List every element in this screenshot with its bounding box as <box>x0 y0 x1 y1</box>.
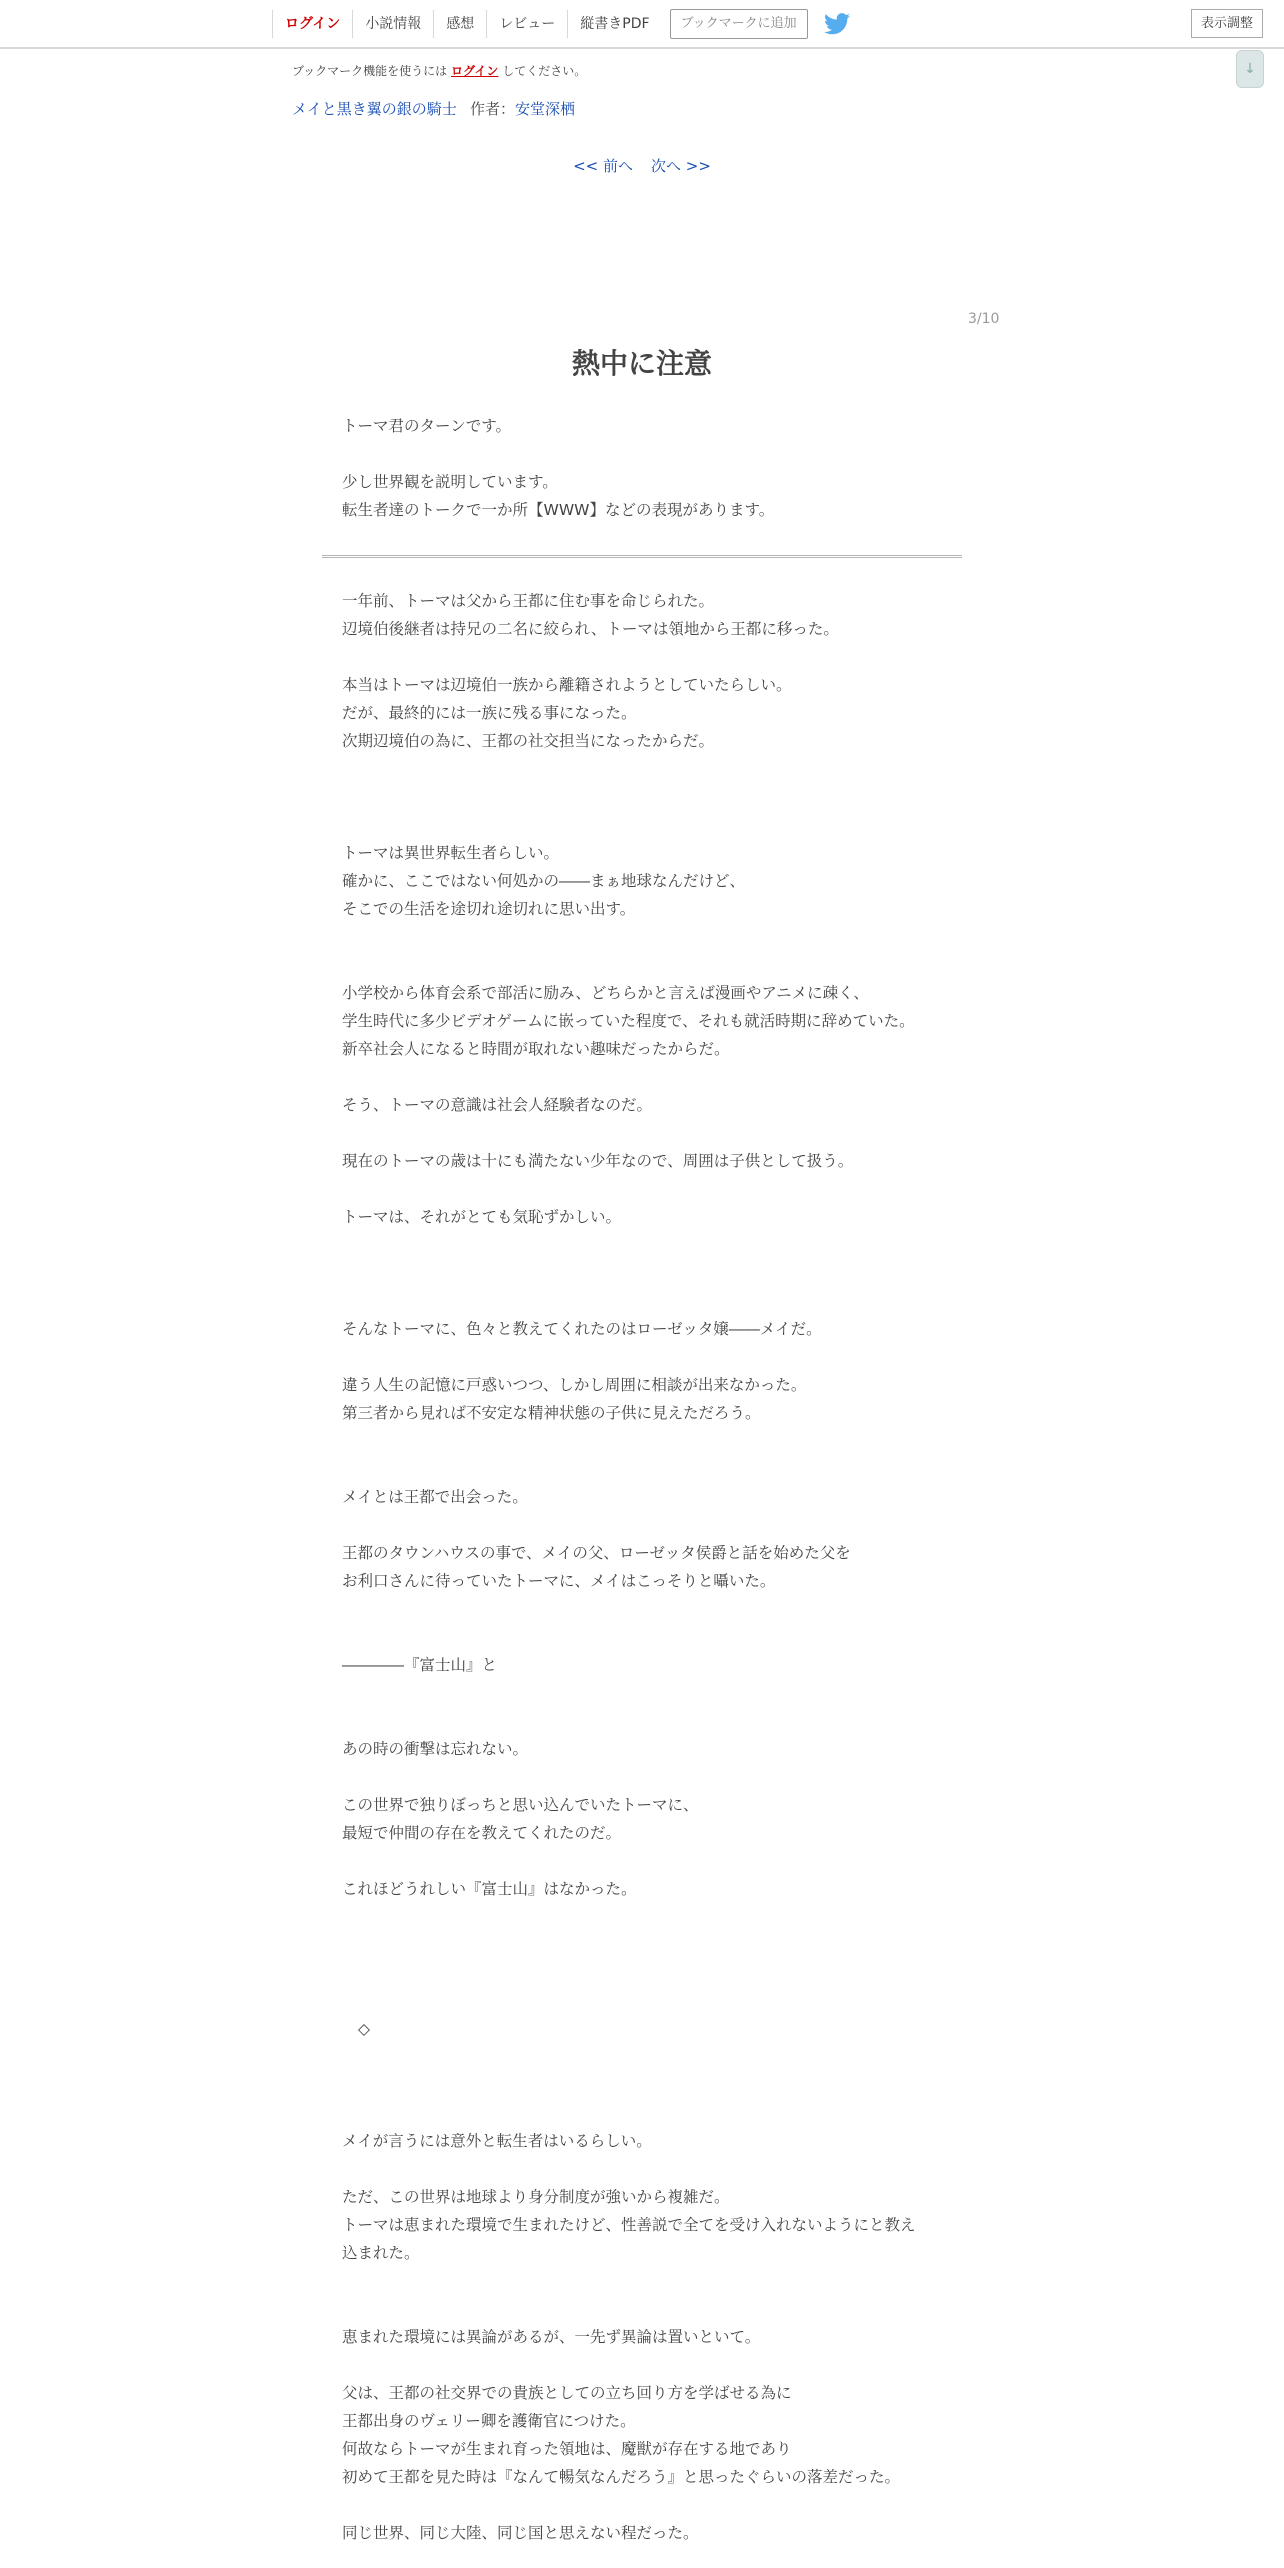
nav-login-link[interactable]: ログイン <box>272 10 352 38</box>
body-line: 違う人生の記憶に戸惑いつつ、しかし周囲に相談が出来なかった。 <box>342 1376 807 1394</box>
main-nav <box>272 0 850 47</box>
notice-login-link[interactable]: ログイン <box>450 64 499 78</box>
body-line: そう、トーマの意識は社会人経験者なのだ。 <box>342 1096 653 1114</box>
body-line: そこでの生活を途切れ途切れに思い出す。 <box>342 900 636 918</box>
preface-line <box>342 440 774 468</box>
preface-line: トーマ君のターンです。 <box>342 417 511 435</box>
body-line: 何故ならトーマが生まれ育った領地は、魔獣が存在する地であり <box>342 2440 792 2458</box>
body-line <box>342 1511 916 1539</box>
top-navigation-bar <box>0 0 1284 49</box>
body-line <box>342 1987 916 2015</box>
prev-episode-link[interactable]: << 前へ <box>573 157 633 175</box>
body-line <box>342 783 916 811</box>
body-line <box>342 1931 916 1959</box>
body-line: ◇ <box>358 2020 370 2038</box>
body-line <box>342 1595 916 1623</box>
body-line <box>342 2043 916 2071</box>
body-line: 父は、王都の社交界での貴族としての立ち回り方を学ばせる為に <box>342 2384 792 2402</box>
episode-pager <box>0 155 1284 176</box>
body-line: 一年前、トーマは父から王都に住む事を命じられた。 <box>342 592 715 610</box>
body-line <box>342 1259 916 1287</box>
episode-preface <box>342 412 774 524</box>
body-line <box>342 923 916 951</box>
preface-line: 少し世界観を説明しています。 <box>342 473 558 491</box>
body-line: この世界で独りぼっちと思い込んでいたトーマに、 <box>342 1796 699 1814</box>
body-line: 確かに、ここではない何処かの――まぁ地球なんだけど、 <box>342 872 746 890</box>
body-line <box>342 1455 916 1483</box>
nav-impressions-link[interactable]: 感想 <box>433 10 486 38</box>
notice-text-before: ブックマーク機能を使うには <box>292 64 451 78</box>
body-line <box>342 1623 916 1651</box>
body-line <box>342 1959 916 1987</box>
body-line <box>342 2267 916 2295</box>
body-line <box>342 1427 916 1455</box>
body-line: 次期辺境伯の為に、王都の社交担当になったからだ。 <box>342 732 715 750</box>
body-line: 新卒社会人になると時間が取れない趣味だったからだ。 <box>342 1040 730 1058</box>
body-line: 学生時代に多少ビデオゲームに嵌っていた程度で、それも就活時期に辞めていた。 <box>342 1012 915 1030</box>
body-line <box>342 2071 916 2099</box>
body-line: 最短で仲間の存在を教えてくれたのだ。 <box>342 1824 622 1842</box>
body-line <box>342 1707 916 1735</box>
body-line <box>342 1175 916 1203</box>
body-line: 王都のタウンハウスの事で、メイの父、ローゼッタ侯爵と話を始めた父を <box>342 1544 851 1562</box>
scroll-down-icon[interactable]: ↓ <box>1236 50 1264 88</box>
body-line <box>342 2099 916 2127</box>
notice-text-after: してください。 <box>498 64 587 78</box>
author-link[interactable]: 安堂深栖 <box>515 100 576 118</box>
body-line: 王都出身のヴェリー卿を護衛官につけた。 <box>342 2412 636 2430</box>
nav-vertical-pdf-link[interactable]: 縦書きPDF <box>567 10 661 38</box>
body-line: 第三者から見れば不安定な精神状態の子供に見えただろう。 <box>342 1404 761 1422</box>
body-line: 小学校から体育会系で部活に励み、どちらかと言えば漫画やアニメに疎く、 <box>342 984 869 1002</box>
body-line: トーマは異世界転生者らしい。 <box>342 844 560 862</box>
body-line <box>342 1903 916 1931</box>
add-bookmark-button[interactable]: ブックマークに追加 <box>670 9 808 39</box>
bookmark-login-notice <box>292 62 586 79</box>
body-line <box>342 2351 916 2379</box>
novel-title-link[interactable]: メイと黒き翼の銀の騎士 <box>292 100 457 118</box>
body-line: そんなトーマに、色々と教えてくれたのはローゼッタ嬢――メイだ。 <box>342 1320 822 1338</box>
body-line <box>342 1343 916 1371</box>
body-line: 現在のトーマの歳は十にも満たない少年なので、周囲は子供として扱う。 <box>342 1152 854 1170</box>
body-line: ただ、この世界は地球より身分制度が強いから複雑だ。 <box>342 2188 730 2206</box>
twitter-icon[interactable] <box>824 13 850 35</box>
body-line <box>342 1847 916 1875</box>
nav-novel-info-link[interactable]: 小説情報 <box>352 10 433 38</box>
body-line: メイが言うには意外と転生者はいるらしい。 <box>342 2132 652 2150</box>
body-line <box>342 2155 916 2183</box>
episode-subtitle: 熱中に注意 <box>571 347 712 380</box>
body-line <box>342 1287 916 1315</box>
body-line <box>342 2295 916 2323</box>
body-line <box>342 951 916 979</box>
body-line: お利口さんに待っていたトーマに、メイはこっそりと囁いた。 <box>342 1572 776 1590</box>
body-line: だが、最終的には一族に残る事になった。 <box>342 704 637 722</box>
body-line: あの時の衝撃は忘れない。 <box>342 1740 529 1758</box>
display-settings-button[interactable]: 表示調整 <box>1191 9 1263 38</box>
author-info <box>470 98 575 119</box>
body-line: 込まれた。 <box>342 2244 420 2262</box>
body-line <box>342 811 916 839</box>
body-line: トーマは、それがとても気恥ずかしい。 <box>342 1208 622 1226</box>
body-line: 初めて王都を見た時は『なんて暢気なんだろう』と思ったぐらいの落差だった。 <box>342 2468 901 2486</box>
episode-page-number: 3/10 <box>968 311 1000 327</box>
body-line <box>342 1763 916 1791</box>
preface-divider <box>322 555 962 558</box>
body-line: メイとは王都で出会った。 <box>342 1488 528 1506</box>
body-line <box>342 1119 916 1147</box>
episode-body <box>342 587 916 2547</box>
body-line: 本当はトーマは辺境伯一族から離籍されようとしていたらしい。 <box>342 676 792 694</box>
body-line: これほどうれしい『富士山』はなかった。 <box>342 1880 637 1898</box>
body-line <box>342 643 916 671</box>
body-line <box>342 2491 916 2519</box>
body-line <box>342 1231 916 1259</box>
body-line: 辺境伯後継者は持兄の二名に絞られ、トーマは領地から王都に移った。 <box>342 620 839 638</box>
body-line: トーマは恵まれた環境で生まれたけど、性善説で全てを受け入れないようにと教え <box>342 2216 916 2234</box>
body-line <box>342 1063 916 1091</box>
next-episode-link[interactable]: 次へ >> <box>651 157 711 175</box>
body-line <box>342 1679 916 1707</box>
body-line: 同じ世界、同じ大陸、同じ国と思えない程だった。 <box>342 2524 699 2542</box>
body-line: ――――『富士山』と <box>342 1656 498 1674</box>
body-line: 恵まれた環境には異論があるが、一先ず異論は置いといて。 <box>342 2328 761 2346</box>
author-label: 作者： <box>470 100 516 118</box>
body-line <box>342 755 916 783</box>
preface-line: 転生者達のトークで一か所【WWW】などの表現があります。 <box>342 501 775 519</box>
nav-review-link[interactable]: レビュー <box>486 10 567 38</box>
